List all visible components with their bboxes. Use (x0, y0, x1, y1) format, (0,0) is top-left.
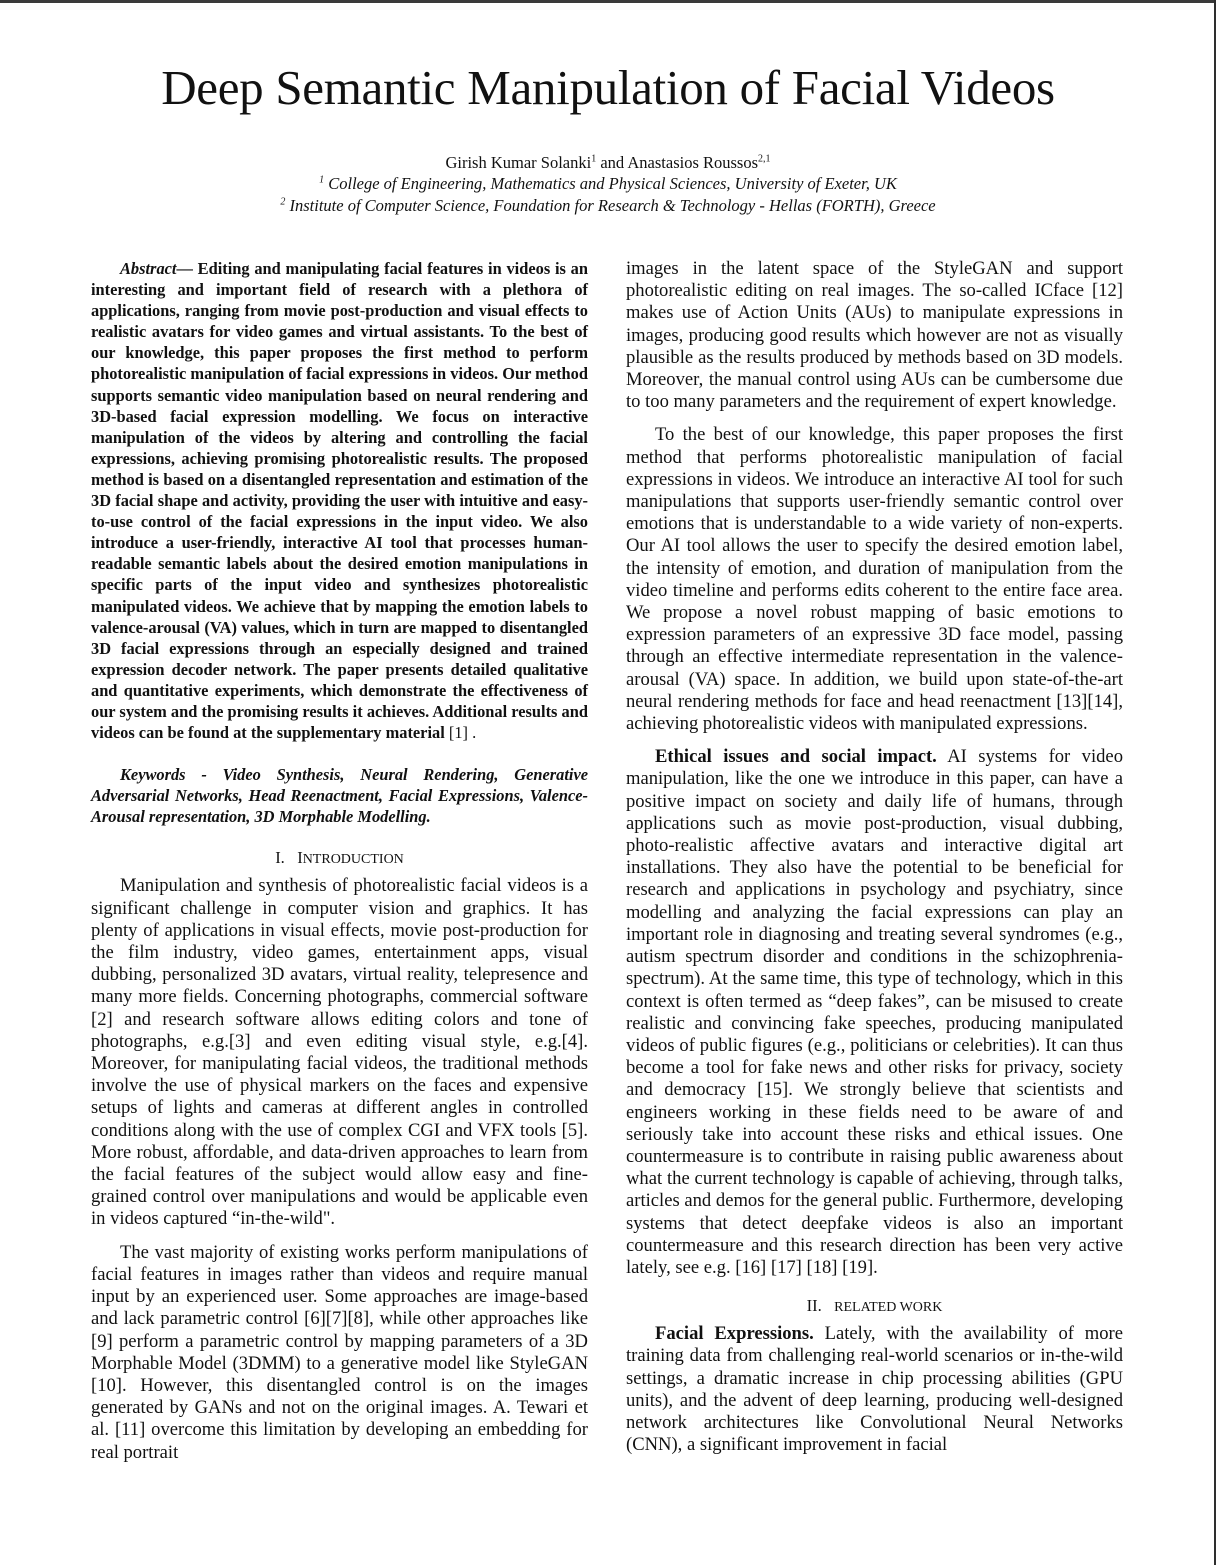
affiliation-2 (0, 195, 1216, 216)
intro-paragraph-3: To the best of our knowledge, this paper proposes the first method that performs photorealistic manipulation of facial expressions in videos. We introduce an interactive AI tool for such manipulations that supports user-friendly semantic control over emotions that is understandable to a wide variety of non-experts. Our AI tool allows the user to specify the desired emotion label, the intensity of emotion, and duration of manipulation from the video timeline and performs edits coherent to the entire face area. We propose a novel robust mapping of basic emotions to expression parameters of an expressive 3D face model, passing through an effective intermediate representation in the valence-arousal (VA) space. In addition, we build upon state-of-the-art neural rendering methods for face and head reenactment [13][14], achieving photorealistic videos with manipulated expressions. (626, 424, 1123, 735)
author-name: Girish Kumar Solanki (445, 153, 592, 172)
affiliation-marker: 2 (280, 196, 286, 208)
abstract-label: Abstract (120, 259, 177, 278)
abstract (91, 258, 588, 743)
abstract-dash: — (176, 259, 198, 278)
author-affiliation-marker: 2,1 (758, 153, 771, 165)
section-title-rest: NTRODUCTION (302, 852, 404, 868)
intro-paragraph-1: Manipulation and synthesis of photorealistic facial videos is a significant challenge in computer vision and graphics. It has plenty of applications in visual effects, movie post-production for the film industry, video games, entertainment apps, visual dubbing, personalized 3D avatars, virtual reality, telepresence and many more fields. Concerning photographs, commercial software [2] and research software allows editing colors and tone of photographs, e.g.[3] and even editing visual style, e.g.[4]. Moreover, for manipulating facial videos, the traditional methods involve the use of physical markers on the faces and expensive setups of lights and cameras at different angles in controlled conditions along with the use of complex CGI and VFX tools [5]. More robust, affordable, and data-driven approaches to learn from the facial features of the subject would allow easy and fine-grained control over manipulations and would be applicable even in videos captured “in-the-wild". (91, 875, 588, 1230)
section-title: RELATED WORK (834, 1300, 943, 1316)
abstract-end: . (467, 723, 477, 743)
section-heading-related-work (626, 1295, 1123, 1319)
abstract-body: Editing and manipulating facial features in videos is an interesting and important field of research with a plethora of applications, ranging from movie post-production and visual effects to realistic avatars for video games and virtual assistants. To the best of our knowledge, this paper proposes the first method to perform photorealistic manipulation of facial expressions in videos. Our method supports semantic video manipulation based on neural rendering and 3D-based facial expression modelling. We focus on interactive manipulation of the videos by altering and controlling the facial expressions, achieving promising photorealistic results. The proposed method is based on a disentangled representation and estimation of the 3D facial shape and activity, providing the user with intuitive and easy-to-use control of the facial expressions in the input video. We also introduce a user-friendly, interactive AI tool that processes human-readable semantic labels about the desired emotion manipulations in specific parts of the input video and synthesizes photorealistic manipulated videos. We achieve that by mapping the emotion labels to valence-arousal (VA) values, which in turn are mapped to disentangled 3D facial expressions through an especially designed and trained expression decoder network. The paper presents detailed qualitative and quantitative experiments, which demonstrate the effectiveness of our system and the promising results it achieves. Additional results and videos can be found at the supplementary material (91, 259, 588, 743)
affiliation-1 (0, 173, 1216, 194)
ethics-lead: Ethical issues and social impact. (655, 746, 937, 768)
facial-expressions-lead: Facial Expressions. (655, 1323, 814, 1345)
ethics-body: AI systems for video manipulation, like the one we introduce in this paper, can have a positive impact on society and daily life of humans, through applications such as movie post-production, visual dubbing, photo-realistic affective avatars and interactive digital art installations. They also have the potential to be beneficial for research and applications in psychology and psychiatry, since modelling and analyzing the facial expressions can play an important role in diagnosing and treating several syndromes (e.g., autism spectrum disorder and conditions in the schizophrenia-spectrum). At the same time, this type of technology, which in this context is often termed as “deep fakes”, can be misused to create realistic and convincing fake speeches, producing manipulated videos of public figures (e.g., politicians or celebrities). It can thus become a tool for fake news and other risks for privacy, society and democracy [15]. We strongly believe that scientists and engineers working in these fields need to be aware of and seriously take into account these risks and ethical issues. One countermeasure is to contribute in raising public awareness about what the current technology is capable of achieving, through talks, articles and demos for the general public. Furthermore, developing systems that detect deepfake videos is also an important countermeasure and this research direction has been very active lately, see e.g. [16] [17] [18] [19]. (626, 746, 1123, 1278)
ethics-paragraph (626, 746, 1123, 1279)
intro-paragraph-2-continued: images in the latent space of the StyleGAN and support photorealistic editing on real images. The so-called ICface [12] makes use of Action Units (AUs) to manipulate expressions in images, producing good results which however are not as visually plausible as the results produced by methods based on 3D models. Moreover, the manual control using AUs can be cumbersome due to too many parameters and the requirement of expert knowledge. (626, 258, 1123, 413)
intro-paragraph-2: The vast majority of existing works perform manipulations of facial features in images rather than videos and require manual input by an experienced user. Some approaches are image-based and lack parametric control [6][7][8], while other approaches like [9] perform a parametric control by mapping parameters of a 3D Morphable Model (3DMM) to a generative model like StyleGAN [10]. However, this disentangled control is on the images generated by GANs and not on the original images. A. Tewari et al. [11] overcome this limitation by developing an embedding for real portrait (91, 1241, 588, 1463)
citation-link[interactable]: [1] (448, 723, 468, 743)
related-facial-expressions-paragraph (626, 1323, 1123, 1456)
section-title-initial: I (297, 848, 303, 868)
section-heading-introduction (91, 847, 588, 871)
author-line (0, 152, 1216, 173)
facial-expressions-body: Lately, with the availability of more training data from challenging real-world scenarios or in-the-wild settings, a dramatic increase in chip processing abilities (GPU units), and the advent of deep learning, producing well-designed network architectures like Convolutional Neural Networks (CNN), a significant improvement in facial (626, 1323, 1124, 1456)
section-number: I. (275, 848, 285, 868)
section-number: II. (806, 1296, 822, 1316)
left-column (91, 258, 588, 1464)
affiliation-text: College of Engineering, Mathematics and Physical Sciences, University of Exeter, UK (324, 174, 897, 193)
affiliation-marker: 1 (319, 174, 325, 186)
window-top-border (0, 0, 1216, 3)
right-column (626, 258, 1123, 1456)
author-affiliation-marker: 1 (591, 153, 597, 165)
paper-title: Deep Semantic Manipulation of Facial Videos (161, 60, 1055, 115)
keywords: Keywords - Video Synthesis, Neural Rendering, Generative Adversarial Networks, Head Reenactment, Facial Expressions, Valence-Arousal representation, 3D Morphable Modelling. (91, 765, 588, 827)
author-conjunction: and (596, 153, 628, 172)
author-name: Anastasios Roussos (627, 153, 759, 172)
affiliation-text: Institute of Computer Science, Foundation for Research & Technology - Hellas (FORTH), Greece (285, 196, 936, 215)
